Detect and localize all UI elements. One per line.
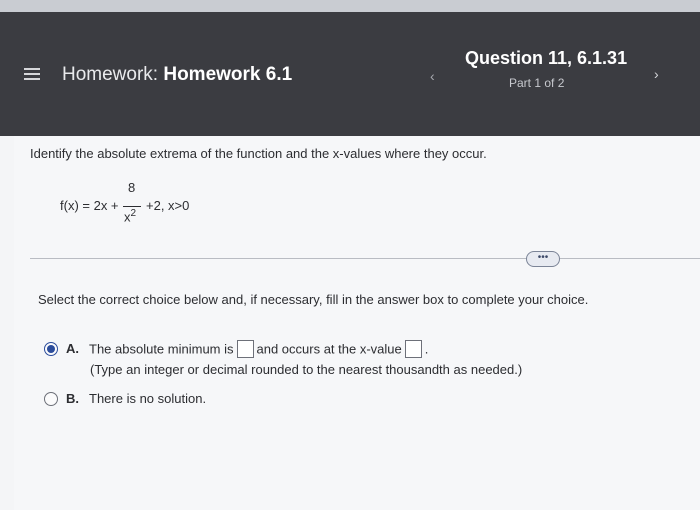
previous-question-icon[interactable]: ‹ [430,68,435,84]
homework-name: Homework 6.1 [163,64,293,85]
choice-a-radio[interactable] [44,342,58,356]
function-numerator: 8 [128,180,136,195]
choice-a-text-middle: and occurs at the x-value [256,341,402,357]
function-denominator [124,208,136,224]
select-instruction: Select the correct choice below and, if necessary, fill in the answer box to complete your choice. [38,292,589,307]
function-expression [60,180,280,230]
choice-b[interactable] [44,391,206,407]
absolute-minimum-input[interactable] [237,340,254,358]
function-rhs: +2, x>0 [146,198,190,213]
choice-a[interactable] [44,341,428,359]
fraction-bar [123,206,141,207]
next-question-icon[interactable]: › [654,66,659,82]
homework-title [62,64,292,86]
homework-prefix: Homework: [62,64,159,85]
menu-icon[interactable] [24,68,40,80]
top-strip [0,0,700,12]
more-button[interactable]: ••• [526,251,560,267]
question-content [14,136,700,510]
divider [30,258,700,259]
header-bar [0,12,700,136]
question-instruction: Identify the absolute extrema of the function and the x-values where they occur. [30,146,487,161]
question-part: Part 1 of 2 [509,76,565,90]
choice-b-letter: B. [66,391,79,406]
x-value-input[interactable] [405,340,422,358]
denominator-exponent: 2 [130,208,137,219]
function-lhs: f(x) = 2x + [60,198,119,213]
choice-a-text-before: The absolute minimum is [89,341,234,357]
question-title: Question 11, 6.1.31 [465,48,628,68]
choice-b-text: There is no solution. [89,391,207,406]
denominator-base: x [124,209,131,225]
choice-b-radio[interactable] [44,392,58,406]
choice-a-letter: A. [66,341,79,357]
choice-a-hint: (Type an integer or decimal rounded to the nearest thousandth as needed.) [90,362,523,377]
choice-a-text-after: . [424,341,429,357]
